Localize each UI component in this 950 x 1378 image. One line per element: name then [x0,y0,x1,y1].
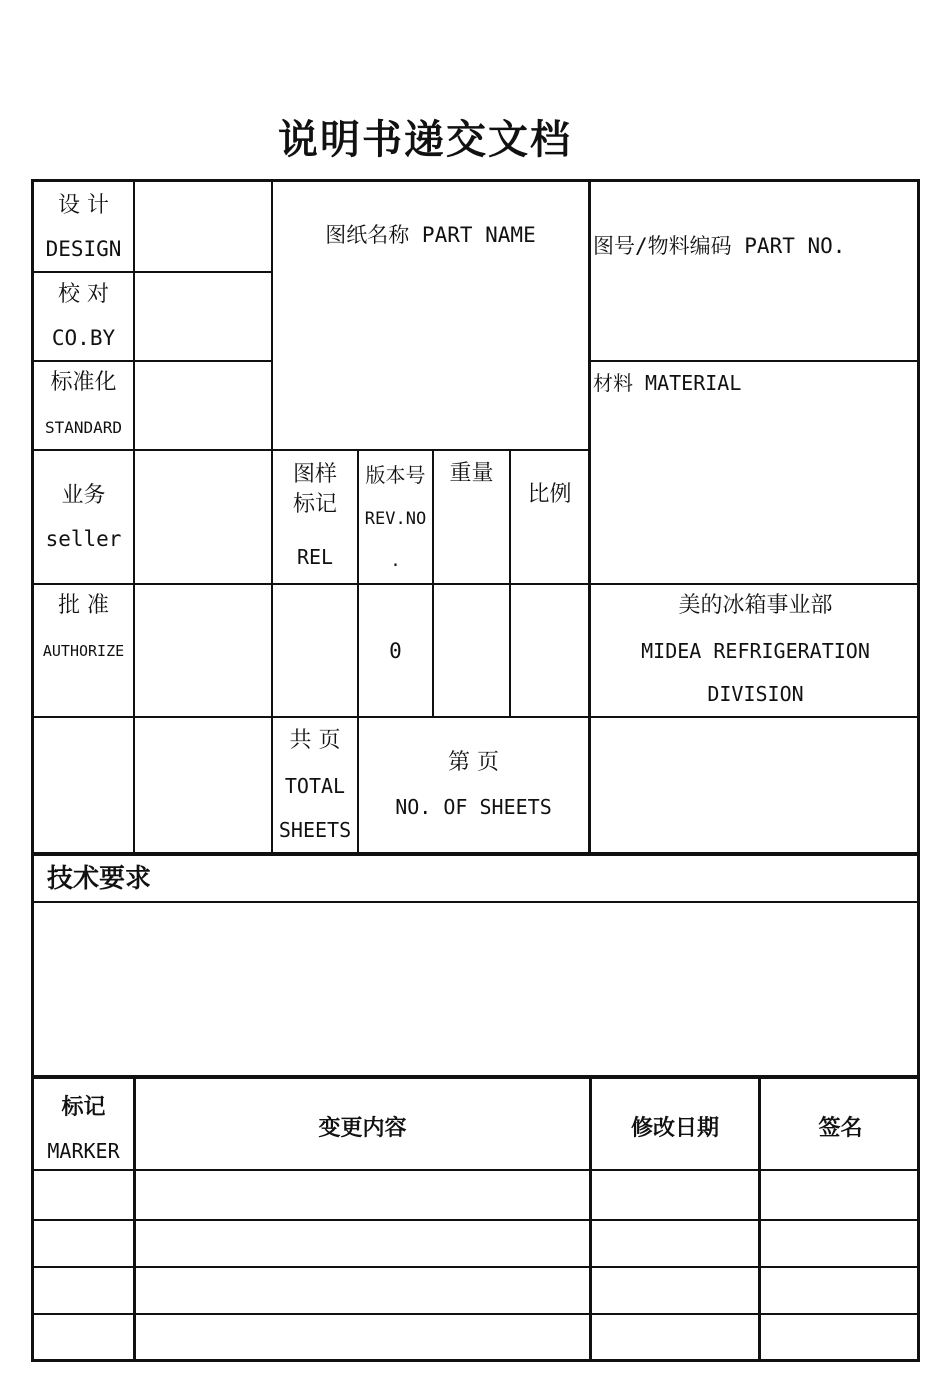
authorize-label-cn: 批 准 [58,593,109,618]
part-name-label: 图纸名称 PART NAME [325,223,536,247]
divider [31,852,920,856]
divider [31,360,273,362]
check-label-cn: 校 对 [58,282,109,307]
divider [31,1313,920,1315]
divider [31,583,920,585]
total-sheets-en-2: SHEETS [278,818,352,842]
change-content-header: 变更内容 [318,1116,407,1141]
rev-label-en-dot: . [390,551,401,571]
division-name-cn: 美的冰箱事业部 [678,593,833,618]
scale-label: 比例 [527,482,572,507]
divider [588,360,920,362]
divider [588,179,591,854]
divider [31,1219,920,1221]
check-label-en: CO.BY [51,326,116,350]
rel-label-cn-1: 图样 [292,462,337,487]
sheet-number-cn: 第 页 [448,750,499,775]
divider [31,1169,920,1171]
divider [31,449,591,451]
divider [31,1266,920,1268]
standard-label-cn: 标准化 [50,370,117,395]
division-name-en-1: MIDEA REFRIGERATION [641,639,870,663]
seller-label-en: seller [45,527,122,551]
part-no-label: 图号/物料编码 PART NO. [593,234,846,258]
rel-label-cn-2: 标记 [292,492,337,517]
marker-header-en: MARKER [47,1139,120,1163]
division-name-en-2: DIVISION [707,682,804,706]
signature-header: 签名 [818,1116,863,1141]
weight-label: 重量 [449,461,494,486]
divider [31,271,273,273]
rel-label-en: REL [296,545,334,569]
revision-date-header: 修改日期 [630,1116,719,1141]
standard-label-en: STANDARD [44,418,123,437]
sheet-number-en: NO. OF SHEETS [395,795,552,819]
seller-label-cn: 业务 [61,483,106,508]
total-sheets-cn: 共 页 [289,728,341,753]
rev-label-en: REV.NO [364,509,427,529]
divider [31,1075,920,1079]
material-label: 材料 MATERIAL [593,371,742,395]
total-sheets-en-1: TOTAL [284,774,346,798]
design-label-cn: 设 计 [58,193,109,218]
divider [31,901,920,903]
marker-header-cn: 标记 [61,1094,106,1120]
authorize-label-en: AUTHORIZE [42,642,125,660]
divider [133,179,135,854]
design-label-en: DESIGN [45,237,122,261]
revision-value: 0 [389,639,402,663]
document-title: 说明书递交文档 [278,117,572,163]
divider [31,716,920,718]
tech-requirements-label: 技术要求 [47,864,152,894]
rev-label-cn: 版本号 [365,463,426,487]
